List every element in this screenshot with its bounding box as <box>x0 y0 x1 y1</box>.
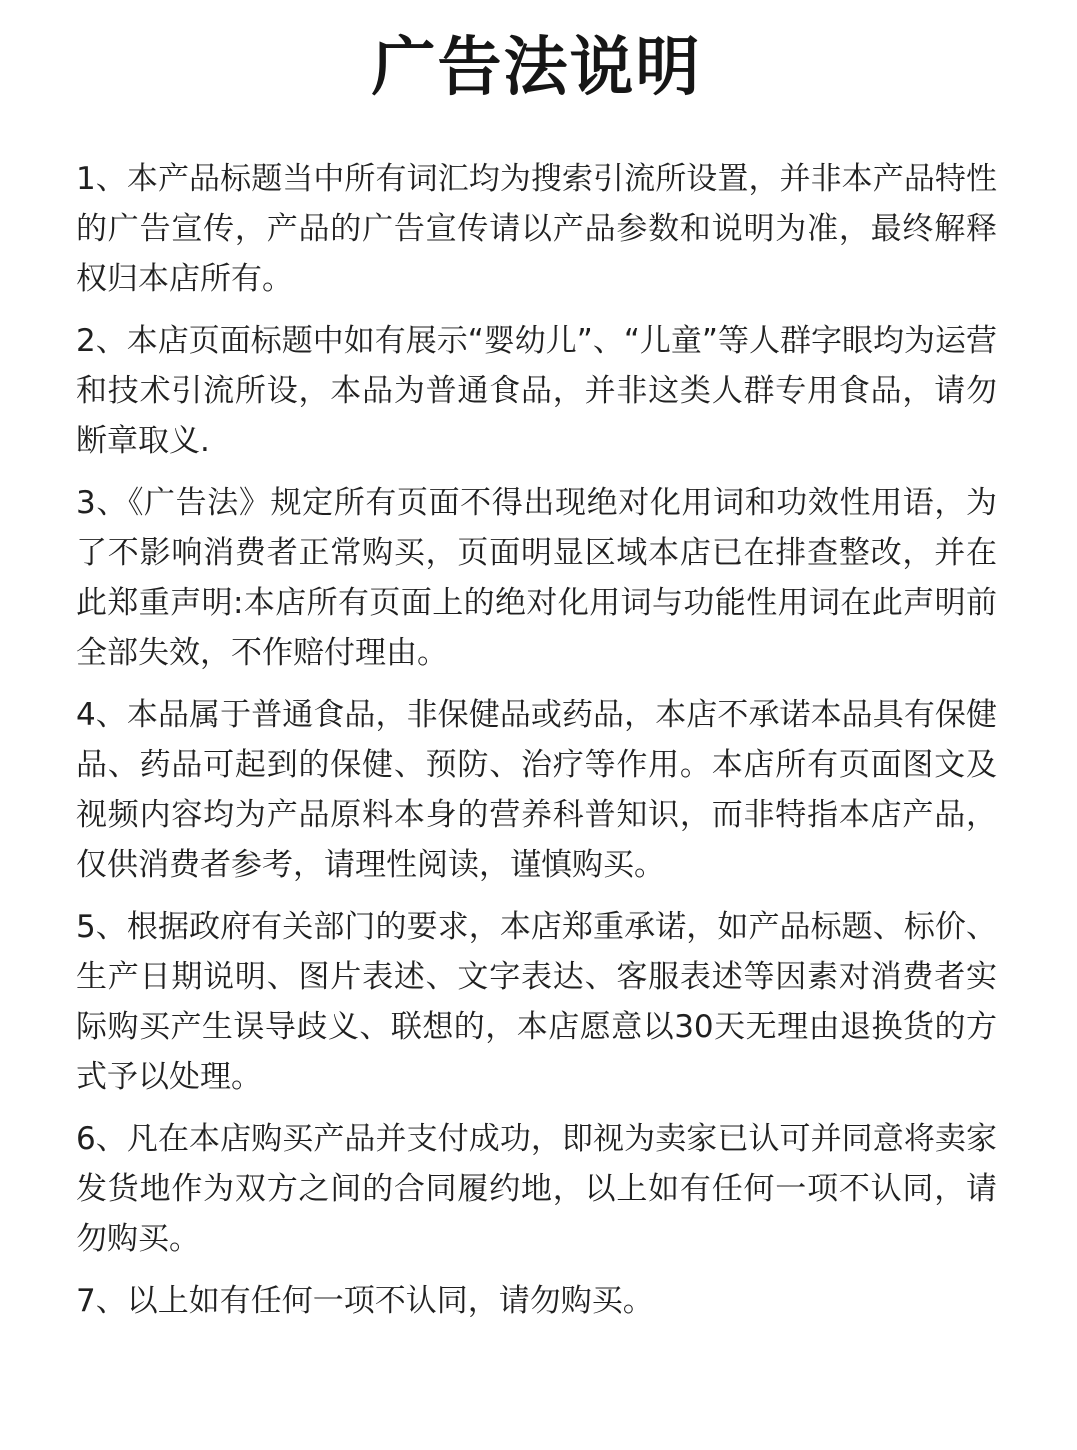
clause-5: 5、根据政府有关部门的要求，本店郑重承诺，如产品标题、标价、生产日期说明、图片表述、文字表达、客服表述等因素对消费者实际购买产生误导歧义、联想的，本店愿意以30天无理由退换货的方式予以处理。 <box>76 909 997 1095</box>
clause-1: 1、本产品标题当中所有词汇均为搜索引流所设置，并非本产品特性的广告宣传，产品的广告宣传请以产品参数和说明为准，最终解释权归本店所有。 <box>76 161 997 297</box>
clause-4: 4、本品属于普通食品，非保健品或药品，本店不承诺本品具有保健品、药品可起到的保健、预防、治疗等作用。本店所有页面图文及视频内容均为产品原料本身的营养科普知识，而非特指本店产品，仅供消费者参考，请理性阅读，谨慎购买。 <box>76 697 997 883</box>
clause-7: 7、以上如有任何一项不认同，请勿购买。 <box>76 1283 654 1319</box>
clause-2: 2、本店页面标题中如有展示“婴幼儿”、“儿童”等人群字眼均为运营和技术引流所设，本品为普通食品，并非这类人群专用食品，请勿断章取义. <box>76 323 997 459</box>
page-title: 广告法说明 <box>371 30 702 105</box>
clause-6: 6、凡在本店购买产品并支付成功，即视为卖家已认可并同意将卖家发货地作为双方之间的合同履约地，以上如有任何一项不认同，请勿购买。 <box>76 1121 997 1257</box>
clause-3: 3、《广告法》规定所有页面不得出现绝对化用词和功效性用语，为了不影响消费者正常购买，页面明显区域本店已在排查整改，并在此郑重声明:本店所有页面上的绝对化用词与功能性用词在此声明前全部失效，不作赔付理由。 <box>76 485 997 671</box>
clause-list <box>76 154 997 1326</box>
